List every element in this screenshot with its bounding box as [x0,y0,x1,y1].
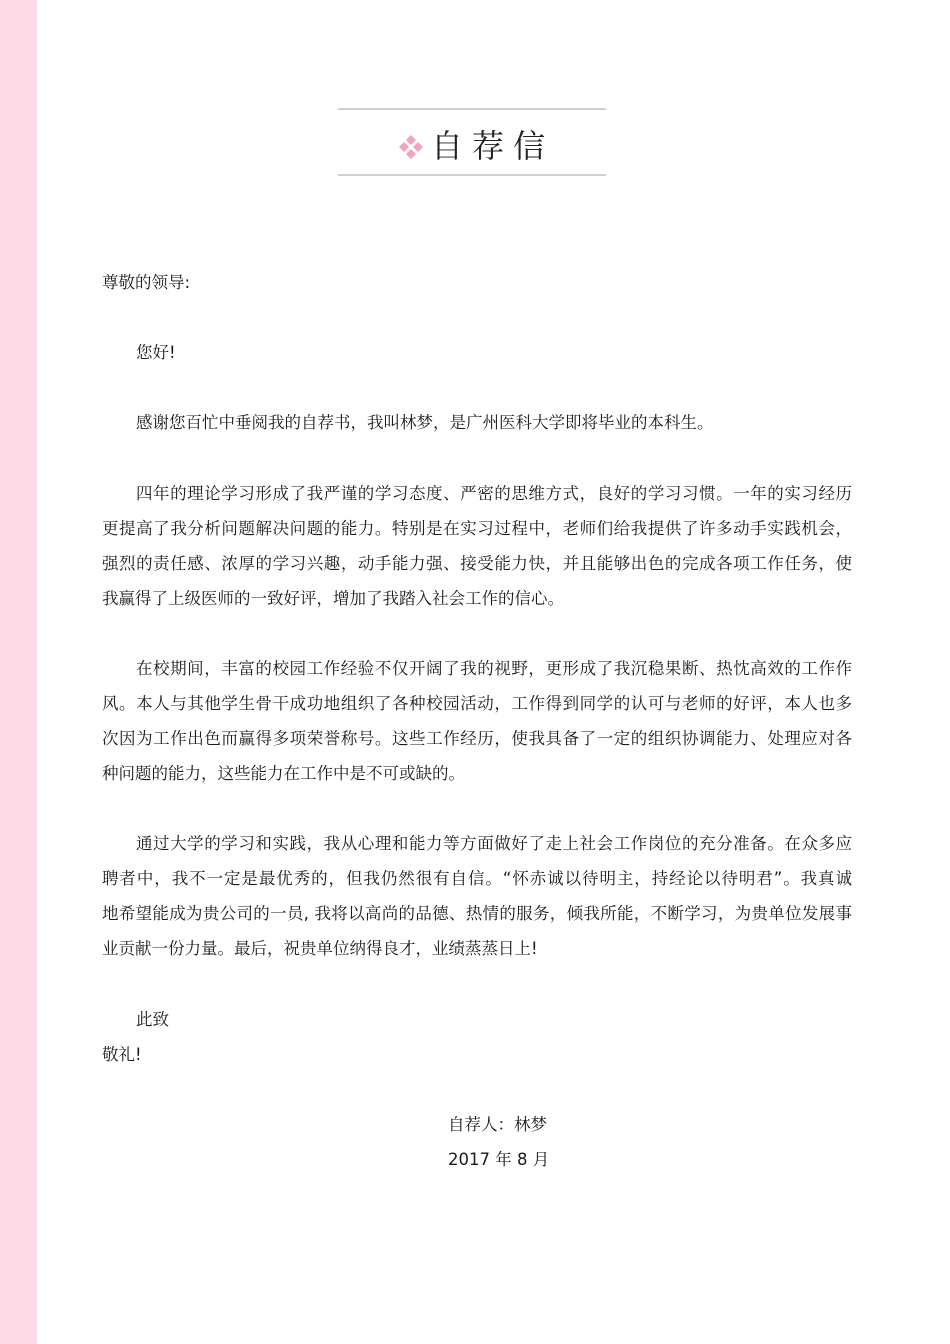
title-block [338,108,606,176]
paragraph-3-line: 地希望能成为贵公司的一员, 我将以高尚的品德、热情的服务，倾我所能，不断学习，为贵单位发展事 [102,904,852,923]
pink-diamond-cluster-icon [399,135,423,159]
page-title: 自荐信 [431,127,555,165]
paragraph-1-line: 强烈的责任感、浓厚的学习兴趣，动手能力强、接受能力快，并且能够出色的完成各项工作任务，使 [102,554,852,573]
date: 2017 年 8 月 [448,1150,550,1169]
intro-paragraph: 感谢您百忙中垂阅我的自荐书，我叫林梦，是广州医科大学即将毕业的本科生。 [136,413,714,432]
paragraph-1-line: 更提高了我分析问题解决问题的能力。特别是在实习过程中，老师们给我提供了许多动手实践机会， [102,519,852,538]
title-bottom-rule [338,174,606,176]
paragraph-2-line: 次因为工作出色而赢得多项荣誉称号。这些工作经历，使我具备了一定的组织协调能力、处理应对各 [102,729,852,748]
paragraph-2-line: 在校期间，丰富的校园工作经验不仅开阔了我的视野，更形成了我沉稳果断、热忱高效的工作作 [136,659,852,678]
regards: 敬礼! [102,1045,142,1064]
decorative-side-strip [0,0,37,1344]
paragraph-1-line: 我赢得了上级医师的一致好评，增加了我踏入社会工作的信心。 [102,589,564,608]
paragraph-1-line: 四年的理论学习形成了我严谨的学习态度、严密的思维方式，良好的学习习惯。一年的实习经历 [136,484,852,503]
paragraph-3-line: 聘者中，我不一定是最优秀的，但我仍然很有自信。“怀赤诚以待明主，持经论以待明君”。我真诚 [102,869,852,888]
paragraph-2-line: 种问题的能力，这些能力在工作中是不可或缺的。 [102,764,465,783]
closing: 此致 [136,1010,169,1029]
greeting: 您好! [136,343,176,362]
title-top-rule [338,108,606,110]
paragraph-2-line: 风。本人与其他学生骨干成功地组织了各种校园活动，工作得到同学的认可与老师的好评，本人也多 [102,694,852,713]
salutation: 尊敬的领导: [102,273,191,292]
paragraph-3-line: 通过大学的学习和实践，我从心理和能力等方面做好了走上社会工作岗位的充分准备。在众多应 [136,834,852,853]
paragraph-3-line: 业贡献一份力量。最后，祝贵单位纳得良才，业绩蒸蒸日上! [102,939,538,958]
signature: 自荐人：林梦 [448,1115,547,1134]
